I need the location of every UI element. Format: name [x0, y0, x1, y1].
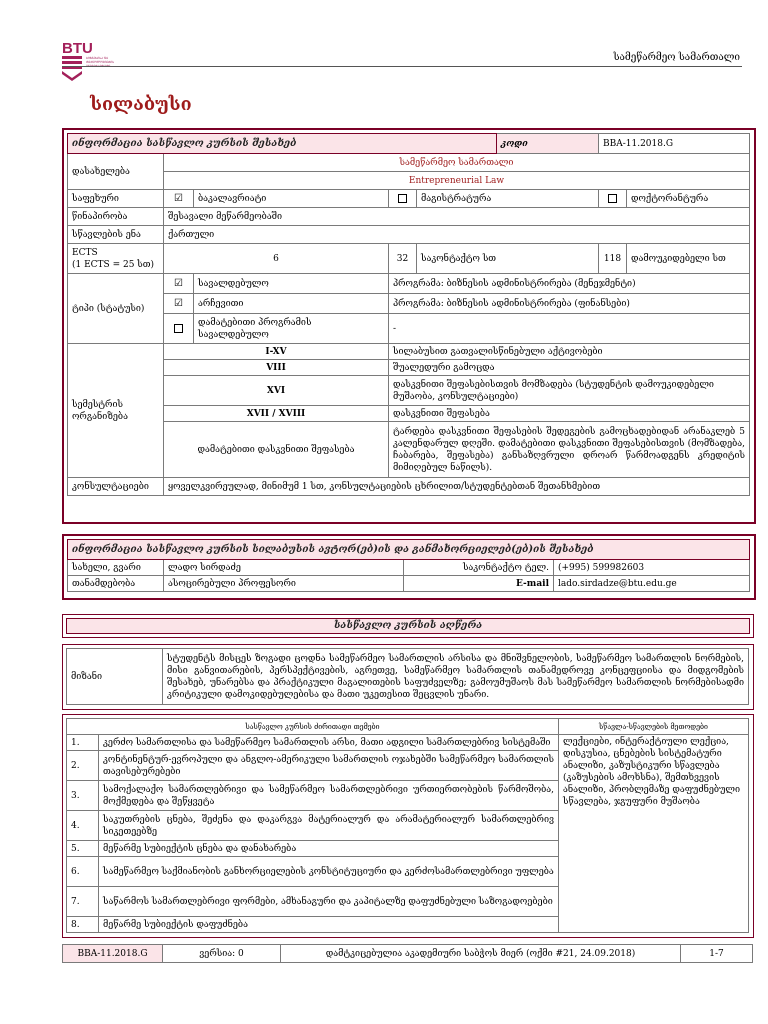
sem-desc-5: ტარდება დასკვნითი შეფასების შედეგების გამოცხადებიდან არანაკლებ 5 კალენდარულ დღეში. დამატებითი დასკვნითი შეფასებისთვის (მომზადება, ჩაბარება, შეფასება) განსაზღვრული დროარ წარმოადგენს კრედიტის მიმიღებულ ნაწილს).	[389, 422, 750, 478]
footer-approval: დამტკიცებულია აკადემიური საბჭოს მიერ (ოქმი #21, 24.09.2018)	[281, 945, 681, 963]
topic-num: 2.	[67, 751, 99, 781]
prereq-label: წინაპირობა	[68, 208, 164, 226]
sem-desc-4: დასკვნითი შეფასება	[389, 406, 750, 422]
footer-page: 1-7	[681, 945, 753, 963]
topic-num: 8.	[67, 917, 99, 933]
footer-version: ვერსია: 0	[163, 945, 281, 963]
sem-weeks-1: I-XV	[164, 344, 389, 360]
methods-header: სწავლა-სწავლების მეთოდები	[559, 719, 749, 735]
author-email-label: E-mail	[404, 576, 554, 592]
type-program-3: -	[389, 314, 750, 344]
goal-text: სტუდენტს მისცეს ზოგადი ცოდნა სამეწარმეო სამართლის არსისა და მნიშვნელობის, სამეწარმეო სამართლის ნორმების, მისი განვითარების, პერსპექტივების, აგრეთვე, სამეწარმეო სამართლის თანამედროვე კონცეფციისა და მიდგომების შესახებ, უნარებსა და პრაქტიკული მაგალითების საფუძველზე; გამოუმუშაოს მას სამეწარმეო სამართლის ნორმებისადმი კრიტიკული დამოკიდებულებისა და მათი უკეთესით შეცვლის უნარი.	[163, 649, 749, 705]
sem-weeks-3: XVI	[164, 376, 389, 406]
author-section-title: ინფორმაცია სასწავლო კურსის სილაბუსის ავტორ(ებ)ის და განმახორციელებ(ებ)ის შესახებ	[68, 540, 750, 560]
consult-value: ყოველკვირეულად, მინიმუმ 1 სთ, კონსულტაციების ცხრილით/სტუდენტებთან შეთანხმებით	[164, 478, 750, 496]
indep-label: დამოუკიდებელი სთ	[627, 244, 750, 274]
author-phone-label: საკონტაქტო ტელ.	[404, 560, 554, 576]
topic-num: 5.	[67, 841, 99, 857]
sem-desc-2: შუალედური გამოცდა	[389, 360, 750, 376]
goal-table	[66, 648, 749, 705]
course-desc-title: სასწავლო კურსის აღწერა	[66, 618, 750, 634]
name-en: Entrepreneurial Law	[164, 172, 750, 190]
info-section-title: ინფორმაცია სასწავლო კურსის შესახებ	[68, 134, 497, 154]
topic-num: 7.	[67, 887, 99, 917]
course-info-section	[62, 128, 756, 524]
consult-label: კონსულტაციები	[68, 478, 164, 496]
level-bachelor: ბაკალავრიატი	[194, 190, 389, 208]
author-email-value[interactable]: lado.sirdadze@btu.edu.ge	[554, 576, 750, 592]
goal-section	[62, 644, 754, 710]
topic-text: მეწარმე სუბიექტის დაფუძნება	[99, 917, 559, 933]
sem-weeks-2: VIII	[164, 360, 389, 376]
logo	[62, 40, 142, 86]
ects-label-cell	[68, 244, 164, 274]
lang-label: სწავლების ენა	[68, 226, 164, 244]
topic-num: 3.	[67, 781, 99, 811]
topic-num: 4.	[67, 811, 99, 841]
prereq-value: შესავალი მეწარმეობაში	[164, 208, 750, 226]
checkbox-empty-icon	[608, 194, 617, 203]
methods-text: ლექციები, ინტერაქტიული ლექცია, დისკუსია, ცნებების სისტემატური ანალიზი, კაზუსტიკური სწავლება (კაზუსების ამოხსნა), შემთხვევის ანალიზი, პრობლემაზე დაფუძნებული სწავლება, ჯგუფური მუშაობა	[559, 735, 749, 933]
header-rule	[62, 66, 742, 67]
author-phone-value: (+995) 599982603	[554, 560, 750, 576]
topic-num: 6.	[67, 857, 99, 887]
doctoral-checkbox[interactable]	[599, 190, 627, 208]
page-title: სილაბუსი	[90, 94, 192, 115]
topic-text: მეწარმე სუბიექტის ცნება და დანახარება	[99, 841, 559, 857]
name-label: დასახელება	[68, 154, 164, 190]
sem-weeks-4: XVII / XVIII	[164, 406, 389, 422]
topic-text: საკუთრების ცნება, შეძენა და დაკარგვა მატერიალურ და არამატერიალურ სამართლებრივ სიკეთეებზე	[99, 811, 559, 841]
course-desc-header	[62, 614, 754, 638]
author-position-value: ასოცირებული პროფესორი	[164, 576, 404, 592]
topics-section	[62, 714, 754, 938]
level-master: მაგისტრატურა	[417, 190, 599, 208]
code-label: კოდი	[497, 134, 599, 154]
topics-table	[66, 718, 749, 933]
checkbox-empty-icon	[398, 194, 407, 203]
name-ka: სამეწარმეო სამართალი	[164, 154, 750, 172]
sem-label: სემესტრის ორგანიზება	[68, 344, 164, 478]
type-checkbox-1[interactable]: ☑	[164, 274, 194, 294]
author-name-value: ლადო სირდაძე	[164, 560, 404, 576]
contact-hours: 32	[389, 244, 417, 274]
topic-text: კერძო სამართლისა და სამეწარმეო სამართლის არსი, მათი ადგილი სამართლებრივ სისტემაში	[99, 735, 559, 751]
checkbox-empty-icon	[174, 324, 183, 333]
ects-value: 6	[164, 244, 389, 274]
author-name-label: სახელი, გვარი	[68, 560, 164, 576]
sem-weeks-5: დამატებითი დასკვნითი შეფასება	[164, 422, 389, 478]
bachelor-checkbox[interactable]: ☑	[164, 190, 194, 208]
topics-header: სასწავლო კურსის ძირითადი თემები	[67, 719, 559, 735]
contact-label: საკონტაქტო სთ	[417, 244, 599, 274]
course-info-table	[67, 133, 750, 496]
author-position-label: თანამდებობა	[68, 576, 164, 592]
topic-text: სამოქალაქო სამართლებრივი და სამეწარმეო სამართლებრივი ურთიერთობების წარმოშობა, მოქმედება და შეწყვეტა	[99, 781, 559, 811]
topic-num: 1.	[67, 735, 99, 751]
topic-text: კონტინენტურ-ევროპული და ანგლო-ამერიკული სამართლის ოჯახებში სამეწარმეო სამართლის თავისებურებები	[99, 751, 559, 781]
sem-desc-1: სილაბუსით გათვალისწინებული აქტივობები	[389, 344, 750, 360]
topic-text: სამეწარმეო საქმიანობის განხორციელების კონსტიტუციური და კერძოსამართლებრივი უფლება	[99, 857, 559, 887]
footer-code: BBA-11.2018.G	[63, 945, 163, 963]
code-value: BBA-11.2018.G	[599, 134, 750, 154]
type-label: ტიპი (სტატუსი)	[68, 274, 164, 344]
lang-value: ქართული	[164, 226, 750, 244]
logo-subtext: ᲑᲘᲖᲜᲔᲡᲘᲡᲐ ᲓᲐ ᲢᲔᲥᲜᲝᲚᲝᲒᲘᲔᲑᲘᲡ	[86, 56, 115, 64]
ects-label: ECTS	[72, 247, 98, 258]
type-name-2: არჩევითი	[194, 294, 389, 314]
type-program-2: პროგრამა: ბიზნესის ადმინისტრირება (ფინანსები)	[389, 294, 750, 314]
author-table	[67, 539, 750, 592]
ects-note: (1 ECTS = 25 სთ)	[72, 259, 155, 270]
type-checkbox-3[interactable]	[164, 314, 194, 344]
level-label: საფეხური	[68, 190, 164, 208]
level-doctoral: დოქტორანტურა	[627, 190, 750, 208]
type-program-1: პროგრამა: ბიზნესის ადმინისტრირება (მენეჯმენტი)	[389, 274, 750, 294]
author-section	[62, 534, 756, 600]
goal-label: მიზანი	[67, 649, 163, 705]
footer-table	[62, 944, 753, 963]
type-name-1: სავალდებულო	[194, 274, 389, 294]
indep-hours: 118	[599, 244, 627, 274]
master-checkbox[interactable]	[389, 190, 417, 208]
sem-desc-3: დასკვნითი შეფასებისთვის მომზადება (სტუდენტის დამოუკიდებელი მუშაობა, კონსულტაციები)	[389, 376, 750, 406]
type-name-3: დამატებითი პროგრამის სავალდებულო	[194, 314, 389, 344]
type-checkbox-2[interactable]: ☑	[164, 294, 194, 314]
logo-text: BTU	[62, 40, 93, 57]
topic-text: საწარმოს სამართლებრივი ფორმები, ამხანაგური და კაპიტალზე დაფუძნებული საზოგადოებები	[99, 887, 559, 917]
header-course-title: სამეწარმეო სამართალი	[613, 52, 740, 63]
